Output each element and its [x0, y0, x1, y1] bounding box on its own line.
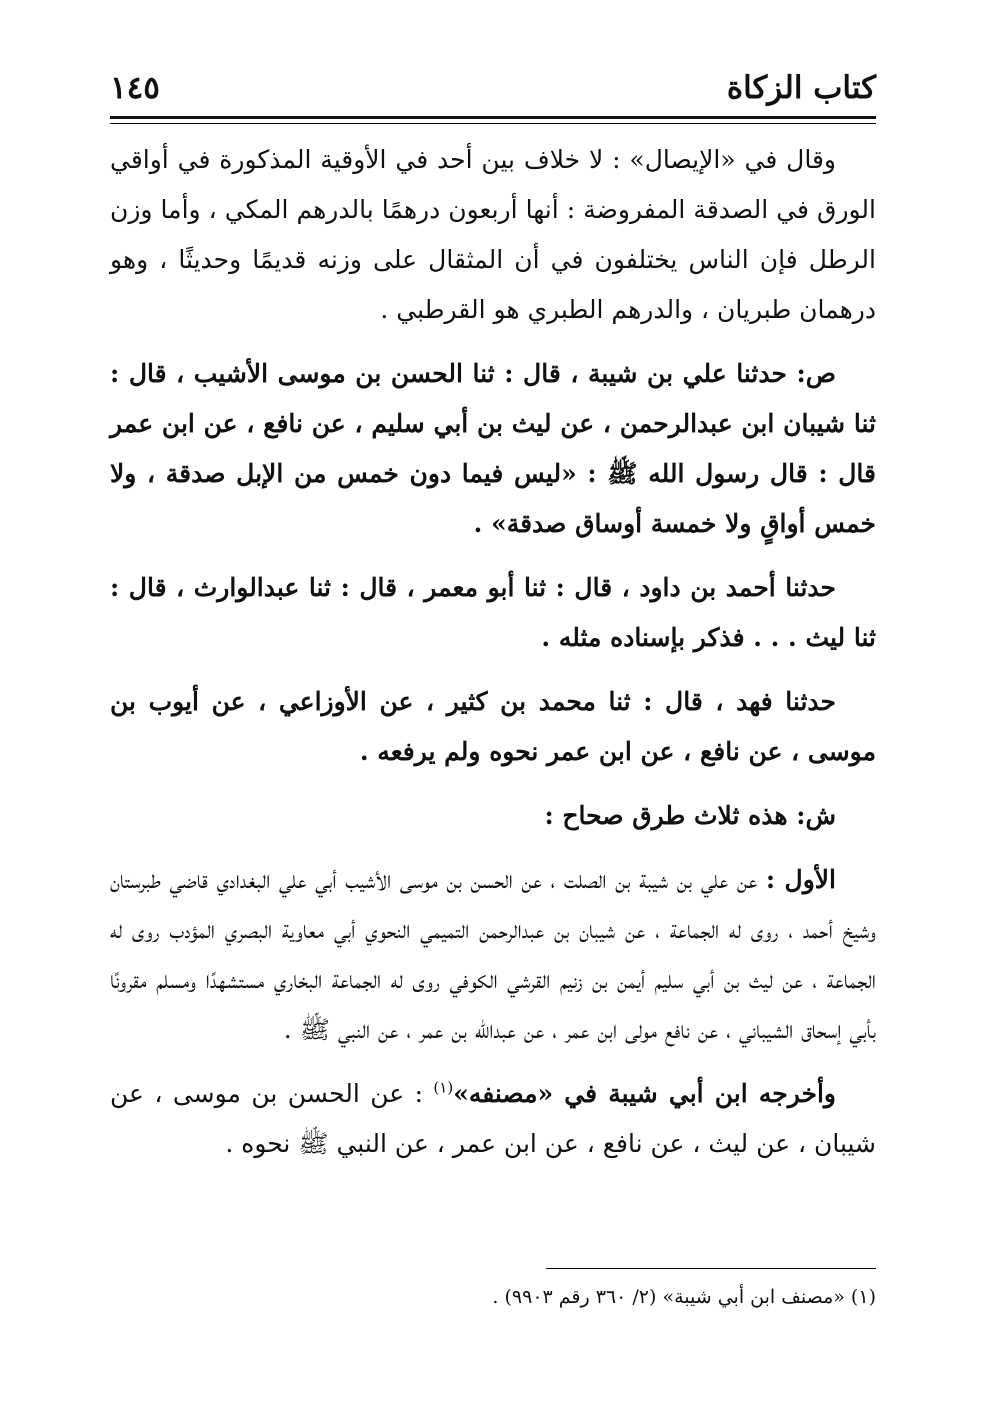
paragraph-second-chain	[110, 563, 876, 663]
paragraph-text: حدثنا فهد ، قال : ثنا محمد بن كثير ، عن الأوزاعي ، عن أيوب بن موسى ، عن نافع ، عن ابن عمر نحوه ولم يرفعه .	[110, 687, 876, 766]
paragraph-text: حدثنا أحمد بن داود ، قال : ثنا أبو معمر ، قال : ثنا عبدالوارث ، قال : ثنا ليث . . . فذكر بإسناده مثله .	[110, 573, 876, 652]
main-text	[110, 135, 876, 1183]
paragraph-iysal-quote	[110, 135, 876, 335]
page-number: ١٤٥	[110, 70, 160, 106]
footnote-marker[interactable]: (١)	[433, 1078, 454, 1097]
paragraph-hadith-text	[110, 349, 876, 549]
paragraph-first-chain-explained	[110, 855, 876, 1055]
header-rule-thick	[110, 116, 876, 119]
paragraph-third-chain	[110, 677, 876, 777]
header-rule-thin	[110, 123, 876, 124]
footnote-separator	[546, 1268, 876, 1269]
paragraph-text: وقال في «الإيصال» : لا خلاف بين أحد في الأوقية المذكورة في أواقي الورق في الصدقة المفروضة : أنها أربعون درهمًا بالدرهم المكي ، وأما وزن الرطل فإن الناس يختلفون في أن المثقال على وزنه قديمًا وحديثًا ، وهو درهمان طبريان ، والدرهم الطبري هو القرطبي .	[110, 145, 876, 324]
paragraph-text: هذه ثلاث طرق صحاح :	[544, 801, 788, 830]
running-title: كتاب الزكاة	[726, 70, 876, 106]
paragraph-text: حدثنا علي بن شيبة ، قال : ثنا الحسن بن موسى الأشيب ، قال : ثنا شيبان ابن عبدالرحمن ، عن ليث بن أبي سليم ، عن نافع ، عن ابن عمر قال : قال رسول الله ﷺ : «ليس فيما دون خمس من الإبل صدقة ، ولا خمس أواقٍ ولا خمسة أوساق صدقة» .	[110, 359, 876, 538]
paragraph-lead-akhrajahu: وأخرجه ابن أبي شيبة في «مصنفه»	[453, 1079, 836, 1108]
paragraph-lead-first: الأول :	[765, 865, 836, 894]
footnote: (١) «مصنف ابن أبي شيبة» (٢/ ٣٦٠ رقم ٩٩٠٣) .	[492, 1286, 876, 1308]
paragraph-text: : عن الحسن بن موسى ، عن شيبان ، عن ليث ، عن نافع ، عن ابن عمر ، عن النبي ﷺ نحوه .	[110, 1079, 876, 1158]
page-header	[110, 66, 876, 114]
paragraph-lead-sad: ص:	[796, 359, 836, 388]
paragraph-ibn-abi-shayba	[110, 1069, 876, 1169]
paragraph-text: عن علي بن شيبة بن الصلت ، عن الحسن بن موسى الأشيب أبي علي البغدادي قاضي طبرستان وشيخ أحمد ، روى له الجماعة ، عن شيبان بن عبدالرحمن التميمي النحوي أبي معاوية البصري المؤدب روى له الجماعة ، عن ليث بن أبي سليم أيمن بن زنيم القرشي الكوفي روى له الجماعة البخاري مستشهدًا ومسلم مقرونًا بأبي إسحاق الشيباني ، عن نافع مولى ابن عمر ، عن عبدالله بن عمر ، عن النبي ﷺ .	[110, 865, 876, 1044]
paragraph-commentary-heading	[110, 791, 876, 841]
paragraph-lead-shin: ش:	[796, 801, 836, 830]
